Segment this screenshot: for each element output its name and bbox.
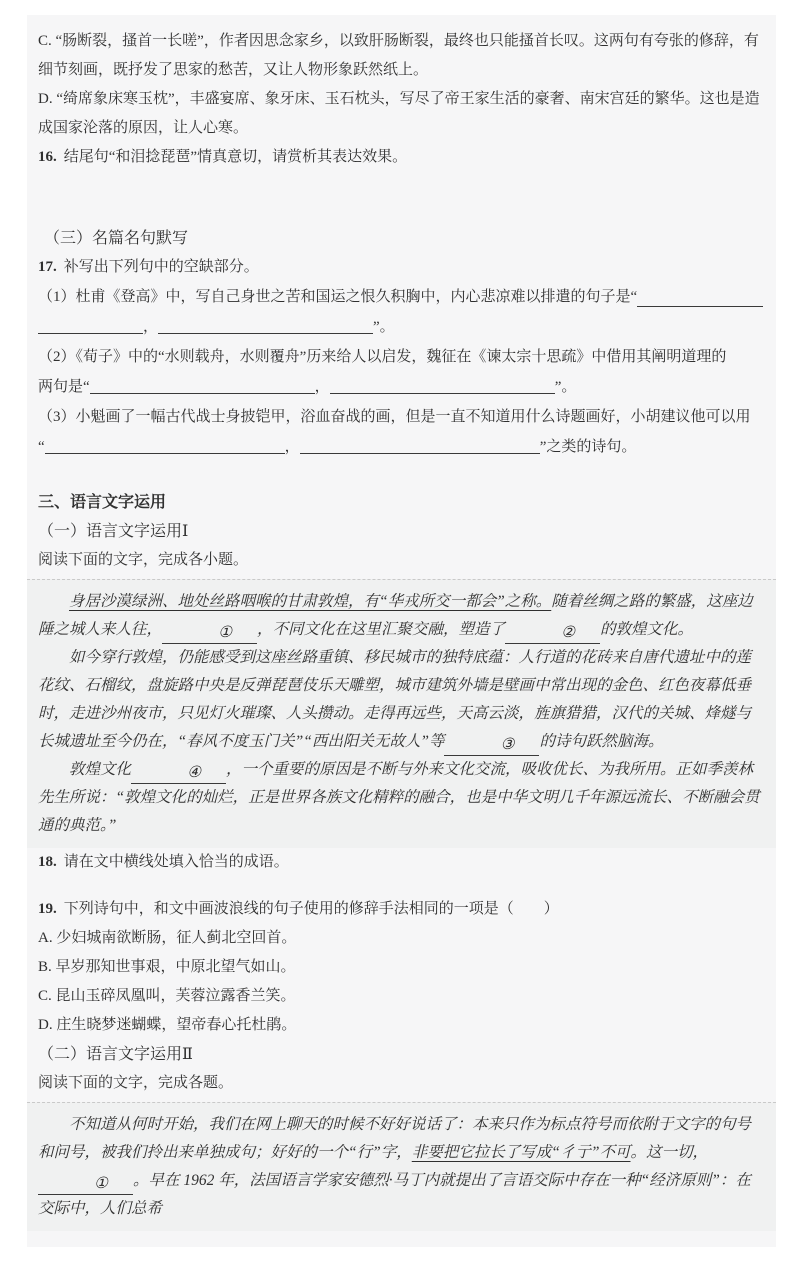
q17-item-3 [38,402,763,462]
passage1-text: ，一个重要的原因是不断与外来文化交流，吸收优长、为我所用。正如季羡林先生所说：“敦煌文化的灿烂，正是世界各族文化精粹的融合，也是中华文明几千年源远流长、不断融会贯通的典范。” [38,761,760,834]
passage1-paragraph-1 [38,588,762,644]
passage2-text: 。早在 1962 年，法国语言学家安德烈·马丁内就提出了言语交际中存在一种“经济原则”：在交际中，人们总希 [38,1172,751,1217]
passage2-text: 。这一切， [630,1144,709,1161]
q17-item2-lead2: 两句是“ [38,379,90,395]
passage1-text: 如今穿行敦煌，仍能感受到这座丝路重镇、移民城市的独特底蕴：人行道的花砖来自唐代遗址中的莲花纹、石榴纹，盘旋路中央是反弹琵琶伎乐天雕塑，城市建筑外墙是壁画中常出现的金色、红色夜幕低垂时，走进沙州夜市，只见灯火璀璨、人头攒动。走得再远些，天高云淡，旌旗猎猎，汉代的关城、烽燧与长城遗址至今仍在，“春风不度玉门关”“西出阳关无故人”等 [38,649,752,750]
option-c-text: C. “肠断裂，搔首一长嗟”，作者因思念家乡，以致肝肠断裂，最终也只能搔首长叹。这两句有夸张的修辞，有细节刻画，既抒发了思家的愁苦，又让人物形象跃然纸上。 [38,33,759,78]
section-language-sub2: （二）语言文字运用Ⅱ [38,1046,193,1063]
answer-blank [330,373,555,394]
punct-open-quote: “ [38,439,45,455]
question-16-text: 结尾句“和泪捻琵琶”情真意切，请赏析其表达效果。 [63,149,408,165]
option-d-text: D. “绮席象床寒玉枕”，丰盛宴席、象牙床、玉石枕头，写尽了帝王家生活的豪奢、南宋宫廷的繁华。这也是造成国家沦落的原因，让人心寒。 [38,91,760,136]
q19-option-c: C. 昆山玉碎凤凰叫，芙蓉泣露香兰笑。 [38,988,296,1004]
passage1-underlined-sentence: 身居沙漠绿洲、地处丝路咽喉的甘肃敦煌，有“华戎所交一都会”之称。 [69,593,552,610]
section-gap [38,877,763,895]
question-19-number: 19. [38,901,57,917]
question-16 [38,143,763,172]
q17-item2-line1: （2）《荀子》中的“水则载舟，水则覆舟”历来给人以启发，魏征在《谏太宗十思疏》中借用其阐明道理的 [38,349,727,365]
reading-instruction-1: 阅读下面的文字，完成各小题。 [38,552,249,568]
q19-option-b: B. 早岁那知世事艰，中原北望气如山。 [38,959,296,975]
question-19-stem: 下列诗句中，和文中画波浪线的句子使用的修辞手法相同的一项是（ ） [63,901,559,917]
question-19 [38,895,763,924]
question-18-number: 18. [38,854,57,870]
section-language-sub1: （一）语言文字运用Ⅰ [38,523,189,540]
passage2-text: 不知道从何时开始，我们在网上聊天的时候不好好说话了：本来只作为标点符号而依附于文字的句号和问号，被我们拎出来单独成句；好好的一个“行”字， [38,1116,752,1161]
reading-instruction-2: 阅读下面的文字，完成各题。 [38,1075,234,1091]
answer-blank [38,313,143,334]
q19-option-a: A. 少妇城南欲断肠，征人蓟北空回首。 [38,930,297,946]
punct-close: ”。 [373,319,395,335]
fill-blank-2: ② [505,623,600,644]
section-gap [38,462,763,488]
section-dictation-title: （三）名篇名句默写 [44,230,189,247]
q19-option-d: D. 庄生晓梦迷蝴蝶，望帝春心托杜鹃。 [38,1017,297,1033]
passage1-text: 敦煌文化 [69,761,132,778]
passage1-text: ，不同文化在这里汇聚交融，塑造了 [257,621,506,638]
passage1-text: 随着丝绸之路的繁盛，这座边陲之城人来人往， [38,593,753,638]
punct-close: ”之类的诗句。 [539,439,637,455]
fill-blank-3: ③ [444,735,539,756]
question-17-number: 17. [38,259,57,275]
q17-item-1 [38,282,763,342]
fill-blank-1: ① [38,1174,133,1195]
q17-item3-line1: （3）小魁画了一幅古代战士身披铠甲，浴血奋战的画，但是一直不知道用什么诗题画好，小胡建议他可以用 [38,409,751,425]
q17-item1-lead: （1）杜甫《登高》中，写自己身世之苦和国运之恨久积胸中，内心悲凉难以排遣的句子是“ [38,289,638,305]
punct-close: ”。 [554,379,577,395]
fill-blank-4: ④ [131,763,226,784]
passage1-text: 的诗句跃然脑海。 [539,733,664,750]
answer-blank [637,287,763,307]
answer-blank [90,373,315,394]
passage2-paragraph-1 [38,1111,762,1223]
section-gap [38,172,763,224]
punct-comma: ， [314,379,330,395]
passage-1 [27,579,776,848]
passage2-underlined-phrase: 非要把它拉长了写成“彳亍”不可 [411,1144,631,1161]
section-language-title: 三、语言文字运用 [38,494,167,511]
punct-comma: ， [143,319,159,335]
question-18 [38,848,763,877]
answer-blank [158,313,373,334]
question-17-stem: 补写出下列句中的空缺部分。 [63,259,259,275]
passage1-paragraph-3 [38,756,762,840]
question-18-text: 请在文中横线处填入恰当的成语。 [63,854,289,870]
passage-2 [27,1102,776,1231]
answer-blank [45,433,285,454]
question-17 [38,253,763,282]
fill-blank-1: ① [162,623,257,644]
answer-blank [300,433,540,454]
punct-comma: ， [284,439,300,455]
passage1-paragraph-2 [38,644,762,756]
question-16-number: 16. [38,149,57,165]
exam-content-area [27,15,776,1247]
q17-item-2 [38,342,763,402]
passage1-text: 的敦煌文化。 [600,621,694,638]
